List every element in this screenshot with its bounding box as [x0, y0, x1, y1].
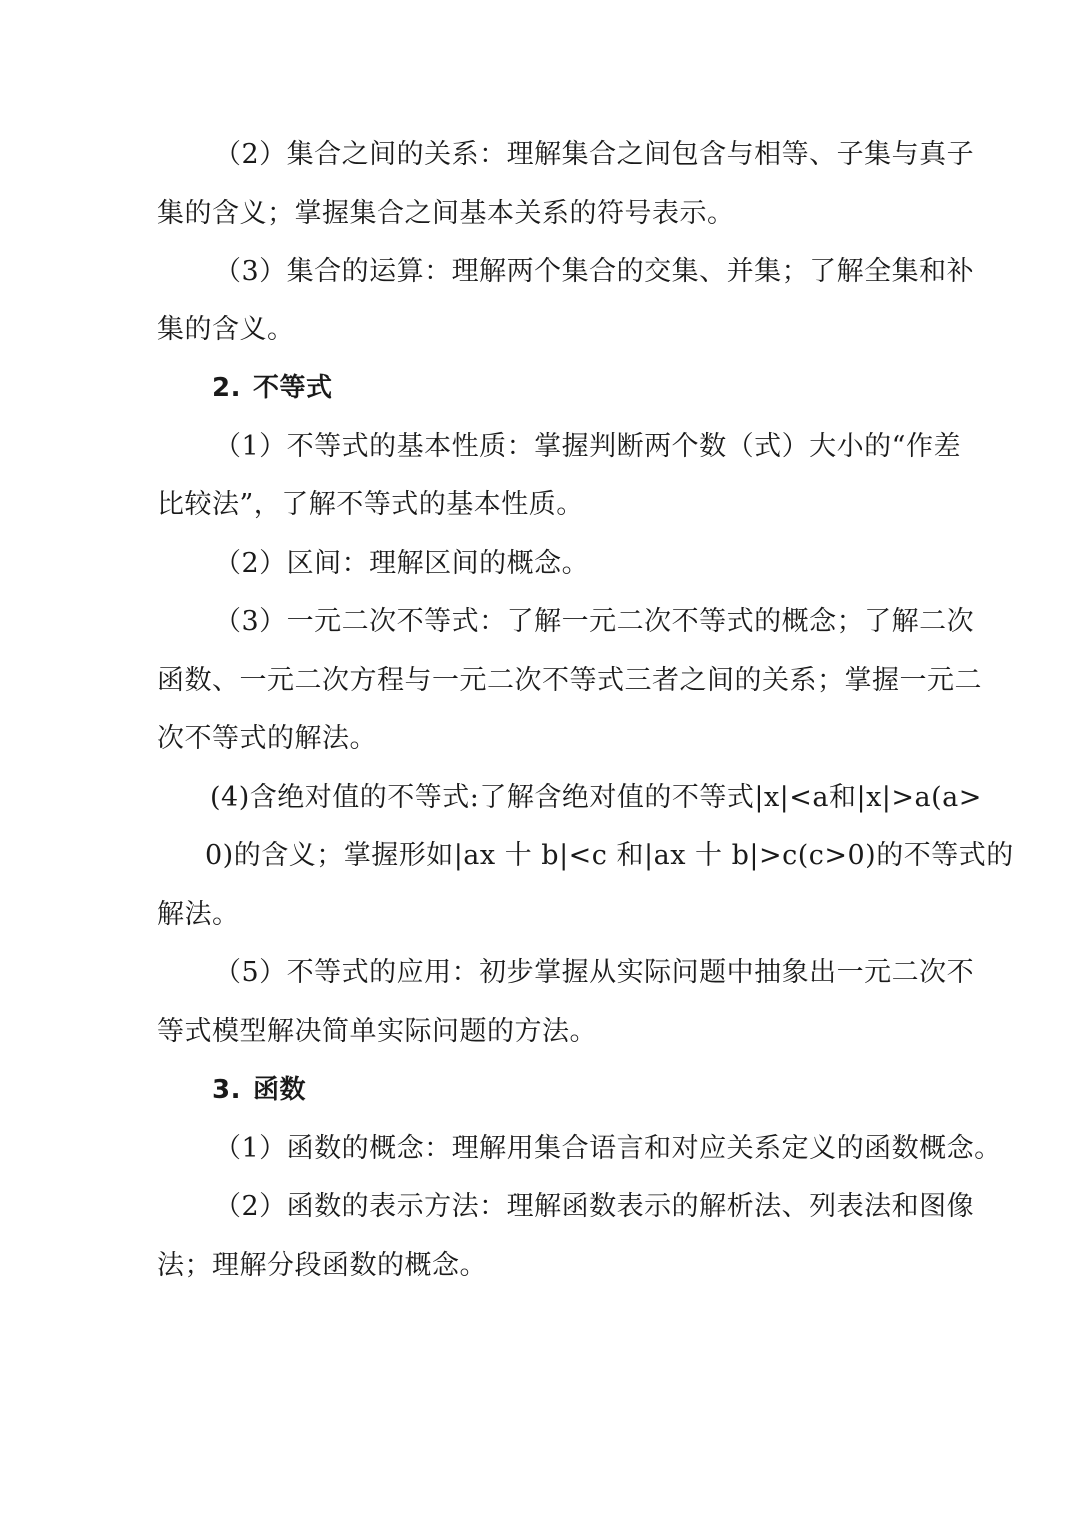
paragraph-line: 比较法”，了解不等式的基本性质。 — [157, 489, 584, 520]
section-heading — [212, 370, 332, 406]
paragraph-line: （5）不等式的应用：初步掌握从实际问题中抽象出一元二次不 — [214, 957, 975, 988]
paragraph-line: 等式模型解决简单实际问题的方法。 — [157, 1016, 597, 1047]
paragraph-line: (4)含绝对值的不等式:了解含绝对值的不等式|x|<a和|x|>a(a> — [210, 782, 982, 813]
paragraph-line: 次不等式的解法。 — [157, 723, 377, 754]
section-heading — [212, 1072, 306, 1108]
paragraph-line: （1）函数的概念：理解用集合语言和对应关系定义的函数概念。 — [214, 1133, 1002, 1164]
section-title: 函数 — [252, 1075, 306, 1105]
paragraph-line: 0)的含义；掌握形如|ax 十 b|<c 和|ax 十 b|>c(c>0)的不等式的 — [205, 840, 1014, 871]
paragraph-line: 集的含义。 — [157, 314, 295, 345]
paragraph-line: （1）不等式的基本性质：掌握判断两个数（式）大小的“作差 — [214, 431, 961, 462]
paragraph-line: （3）集合的运算：理解两个集合的交集、并集；了解全集和补 — [214, 256, 975, 287]
paragraph-line: （2）区间：理解区间的概念。 — [214, 548, 590, 579]
paragraph-line: （2）集合之间的关系：理解集合之间包含与相等、子集与真子 — [214, 139, 975, 170]
section-number: 3. — [212, 1075, 241, 1105]
paragraph-line: 解法。 — [157, 899, 240, 930]
paragraph-line: （2）函数的表示方法：理解函数表示的解析法、列表法和图像 — [214, 1191, 975, 1222]
paragraph-line: （3）一元二次不等式：了解一元二次不等式的概念；了解二次 — [214, 606, 975, 637]
section-title: 不等式 — [252, 373, 333, 403]
section-number: 2. — [212, 373, 241, 403]
paragraph-line: 法；理解分段函数的概念。 — [157, 1250, 487, 1281]
paragraph-line: 集的含义；掌握集合之间基本关系的符号表示。 — [157, 198, 735, 229]
paragraph-line: 函数、一元二次方程与一元二次不等式三者之间的关系；掌握一元二 — [157, 665, 982, 696]
